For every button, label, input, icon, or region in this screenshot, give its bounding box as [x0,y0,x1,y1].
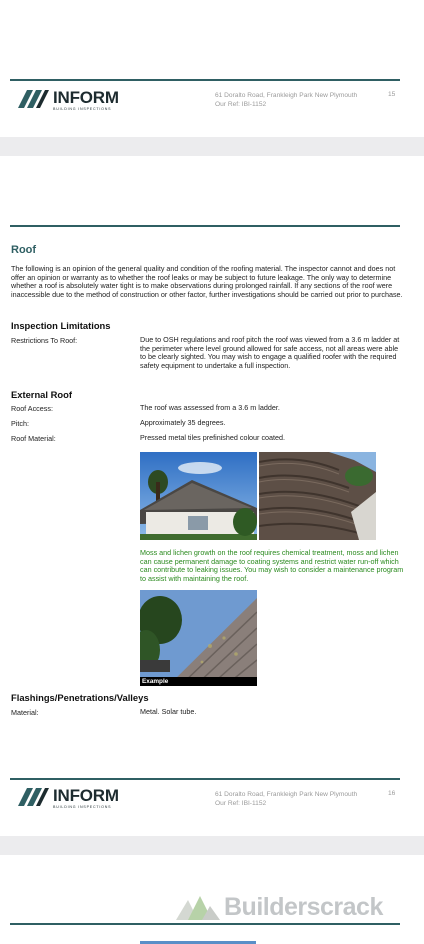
builderscrack-watermark [176,893,383,922]
footer-divider [10,79,400,81]
footer-divider [10,778,400,780]
external-roof-heading: External Roof [11,389,72,400]
report-page-16 [0,156,424,836]
flashings-heading: Flashings/Penetrations/Valleys [11,692,149,703]
logo-tagline: BUILDING INSPECTIONS [53,805,112,809]
pitch-label: Pitch: [11,419,29,428]
flashings-material-value: Metal. Solar tube. [140,707,197,716]
footer-ref: Our Ref: IBI-1152 [215,101,267,108]
moss-lichen-note: Moss and lichen growth on the roof requires chemical treatment, moss and lichen can cause permanent damage to coating systems and restrict water run-off which can contribute to leaking issues. You may wish to consider a maintenance program to assist with maintaining the roof. [140,548,404,583]
watermark-text: Builderscrack [224,893,383,921]
footer-address [215,91,357,109]
header-divider [10,923,400,925]
section-intro: The following is an opinion of the general quality and condition of the roofing material. The inspector cannot and does not offer an opinion or warranty as to whether the roof leaks or may be subject to future leakage. The only way to determine whether a roof is absolutely water tight is to make observations during prolonged rainfall. If any sections of the roof were inaccessible due to the method of construction or other factor, further investigations should be carried out prior to purchase. [11,264,403,299]
footer-ref: Our Ref: IBI-1152 [215,800,267,807]
restrictions-value: Due to OSH regulations and roof pitch the roof was viewed from a 3.6 m ladder at the perimeter where level ground allowed for safe access, not all areas were able to be clearly sighted. You may wish to engage a qualified roofer with the required safety equipment to undertake a full inspection. [140,335,400,370]
builderscrack-logo-icon [176,896,220,920]
roof-photo-example [140,590,257,686]
logo-name: INFORM [53,88,119,107]
inform-logo-icon [18,787,50,806]
inform-logo [18,89,119,112]
report-page-17 [0,855,424,944]
logo-name: INFORM [53,786,119,805]
inform-logo [18,787,119,810]
roof-access-label: Roof Access: [11,404,53,413]
roof-material-value: Pressed metal tiles prefinished colour coated. [140,433,286,442]
pitch-value: Approximately 35 degrees. [140,418,226,427]
footer-address-line: 61 Doralto Road, Frankleigh Park New Plymouth [215,92,358,99]
section-title: Roof [11,244,37,256]
page-number: 16 [388,790,396,797]
inform-logo-icon [18,89,50,108]
inspection-limitations-heading: Inspection Limitations [11,320,111,331]
footer-address [215,790,357,808]
example-caption: Example [140,677,257,686]
roof-material-label: Roof Material: [11,434,56,443]
header-divider [10,225,400,227]
roof-photo-house [140,452,257,540]
roof-access-value: The roof was assessed from a 3.6 m ladder. [140,403,280,412]
roof-photo-tiles [259,452,376,540]
footer-address-line: 61 Doralto Road, Frankleigh Park New Plymouth [215,791,358,798]
report-page-15 [0,0,424,137]
page-number: 15 [388,91,396,98]
flashings-material-label: Material: [11,708,39,717]
restrictions-label: Restrictions To Roof: [11,336,78,345]
logo-tagline: BUILDING INSPECTIONS [53,107,112,111]
